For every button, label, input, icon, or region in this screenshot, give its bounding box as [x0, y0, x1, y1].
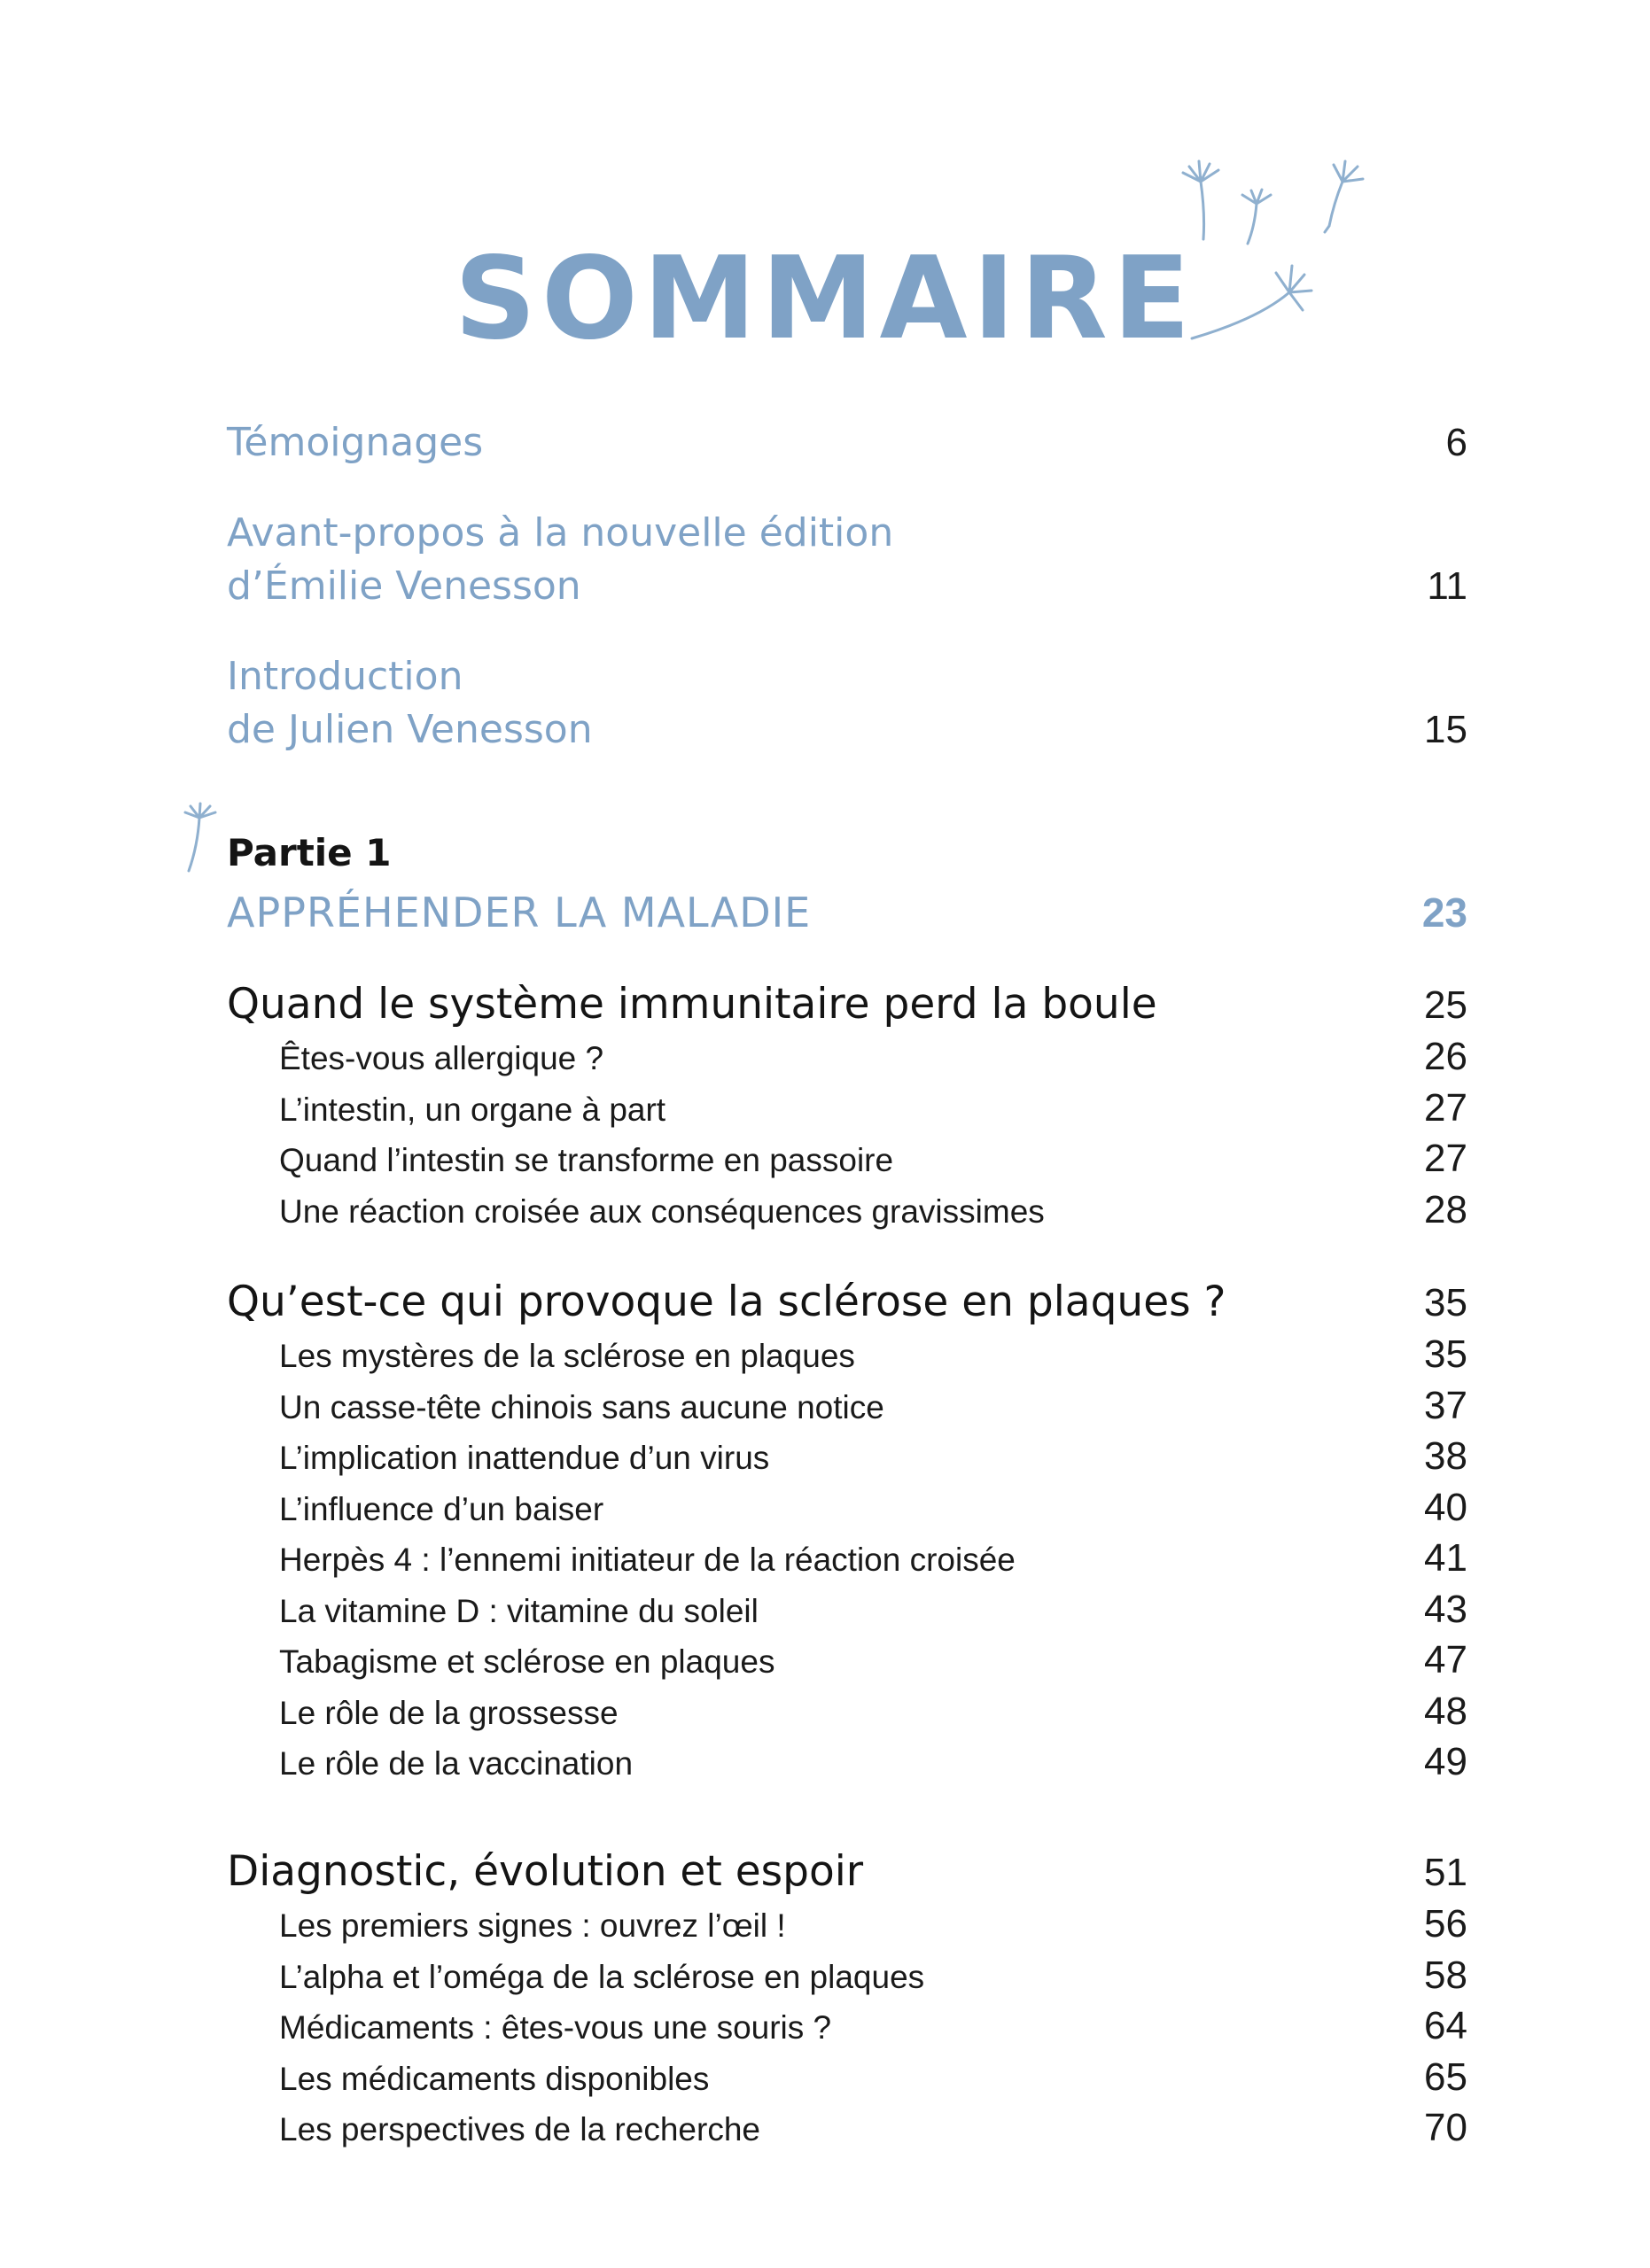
section-title: Les premiers signes : ouvrez l’œil !: [279, 1907, 786, 1944]
page-number: 49: [1424, 1740, 1467, 1783]
entry-author: d’Émilie Venesson: [227, 563, 581, 609]
chapter-title: Diagnostic, évolution et espoir: [227, 1847, 864, 1896]
page-number: 23: [1421, 889, 1467, 936]
toc-entry-introduction[interactable]: [227, 650, 1467, 757]
page-number: 48: [1424, 1689, 1467, 1733]
toc-section[interactable]: [227, 1533, 1467, 1584]
page-number: 15: [1424, 708, 1467, 751]
section-title: Les perspectives de la recherche: [279, 2111, 760, 2148]
page-number: 70: [1424, 2106, 1467, 2149]
page-number: 38: [1424, 1434, 1467, 1478]
toc-section[interactable]: [227, 1950, 1467, 2001]
page-number: 27: [1424, 1137, 1467, 1180]
toc-section[interactable]: [227, 1482, 1467, 1534]
toc-section[interactable]: [227, 1380, 1467, 1432]
toc-section[interactable]: [227, 1031, 1467, 1083]
toc-section[interactable]: [227, 1584, 1467, 1635]
entry-title: Témoignages: [227, 420, 484, 465]
page-number: 47: [1424, 1638, 1467, 1682]
page-number: 35: [1424, 1332, 1467, 1376]
toc-entry-temoignages[interactable]: [227, 416, 1467, 470]
toc-section[interactable]: [227, 1083, 1467, 1134]
toc-chapter: [227, 1845, 1467, 2154]
toc-section[interactable]: [227, 1184, 1467, 1236]
section-title: Les médicaments disponibles: [279, 2060, 710, 2097]
toc-section[interactable]: [227, 2052, 1467, 2103]
toc-chapter: [227, 1276, 1467, 1788]
section-title: Médicaments : êtes-vous une souris ?: [279, 2009, 832, 2046]
section-title: Quand l’intestin se transforme en passoire: [279, 1142, 894, 1178]
entry-author: de Julien Venesson: [227, 707, 593, 752]
page-number: 65: [1424, 2054, 1467, 2099]
chapter-title: Quand le système immunitaire perd la boule: [227, 980, 1157, 1029]
toc-section[interactable]: [227, 1736, 1467, 1788]
toc-section[interactable]: [227, 1431, 1467, 1482]
section-title: Êtes-vous allergique ?: [279, 1040, 604, 1076]
section-title: Un casse-tête chinois sans aucune notice: [279, 1388, 884, 1425]
section-title: Les mystères de la sclérose en plaques: [279, 1338, 855, 1374]
page-number: 6: [1445, 421, 1467, 464]
toc-section[interactable]: [227, 1686, 1467, 1737]
page-title: SOMMAIRE: [454, 233, 1196, 365]
entry-title: Avant-propos à la nouvelle édition: [227, 510, 894, 555]
page-number: 58: [1424, 1953, 1467, 1997]
page-number: 26: [1424, 1035, 1467, 1078]
section-title: Une réaction croisée aux conséquences gravissimes: [279, 1192, 1045, 1230]
page-number: 35: [1424, 1281, 1467, 1324]
section-title: L’implication inattendue d’un virus: [279, 1440, 770, 1476]
toc-part-1[interactable]: [227, 824, 1467, 943]
page-number: 43: [1424, 1587, 1467, 1631]
toc-section[interactable]: [227, 1635, 1467, 1686]
toc-section[interactable]: [227, 2102, 1467, 2154]
section-title: Herpès 4 : l’ennemi initiateur de la réaction croisée: [279, 1542, 1016, 1578]
entry-title: Introduction: [227, 654, 463, 699]
toc-section[interactable]: [227, 1899, 1467, 1950]
page-number: 11: [1427, 564, 1467, 608]
page-number: 37: [1424, 1383, 1467, 1427]
page-number: 41: [1424, 1536, 1467, 1580]
toc-section[interactable]: [227, 1329, 1467, 1380]
toc-chapter: [227, 978, 1467, 1235]
page-number: 27: [1424, 1085, 1467, 1130]
toc-section[interactable]: [227, 1133, 1467, 1184]
section-title: L’influence d’un baiser: [279, 1490, 604, 1527]
chapter-heading[interactable]: [227, 978, 1467, 1031]
section-title: La vitamine D : vitamine du soleil: [279, 1592, 759, 1629]
chapter-heading[interactable]: [227, 1276, 1467, 1329]
part-label: Partie 1: [227, 831, 392, 874]
section-title: Tabagisme et sclérose en plaques: [279, 1643, 775, 1680]
toc-entry-avant-propos[interactable]: [227, 507, 1467, 613]
page-number: 40: [1424, 1485, 1467, 1529]
page-number: 28: [1424, 1187, 1467, 1231]
section-title: Le rôle de la vaccination: [279, 1745, 634, 1782]
toc-section[interactable]: [227, 2000, 1467, 2052]
part-title: APPRÉHENDER LA MALADIE: [227, 889, 812, 936]
chapter-heading[interactable]: [227, 1845, 1467, 1899]
page-number: 51: [1424, 1851, 1467, 1894]
page-number: 64: [1424, 2004, 1467, 2047]
page-number: 25: [1424, 983, 1467, 1027]
page-number: 56: [1424, 1902, 1467, 1946]
chapter-title: Qu’est-ce qui provoque la sclérose en plaques ?: [227, 1278, 1226, 1326]
section-title: L’alpha et l’oméga de la sclérose en plaques: [279, 1958, 925, 1995]
section-title: L’intestin, un organe à part: [279, 1091, 666, 1128]
dandelion-seed-icon: [173, 802, 226, 873]
section-title: Le rôle de la grossesse: [279, 1694, 619, 1731]
